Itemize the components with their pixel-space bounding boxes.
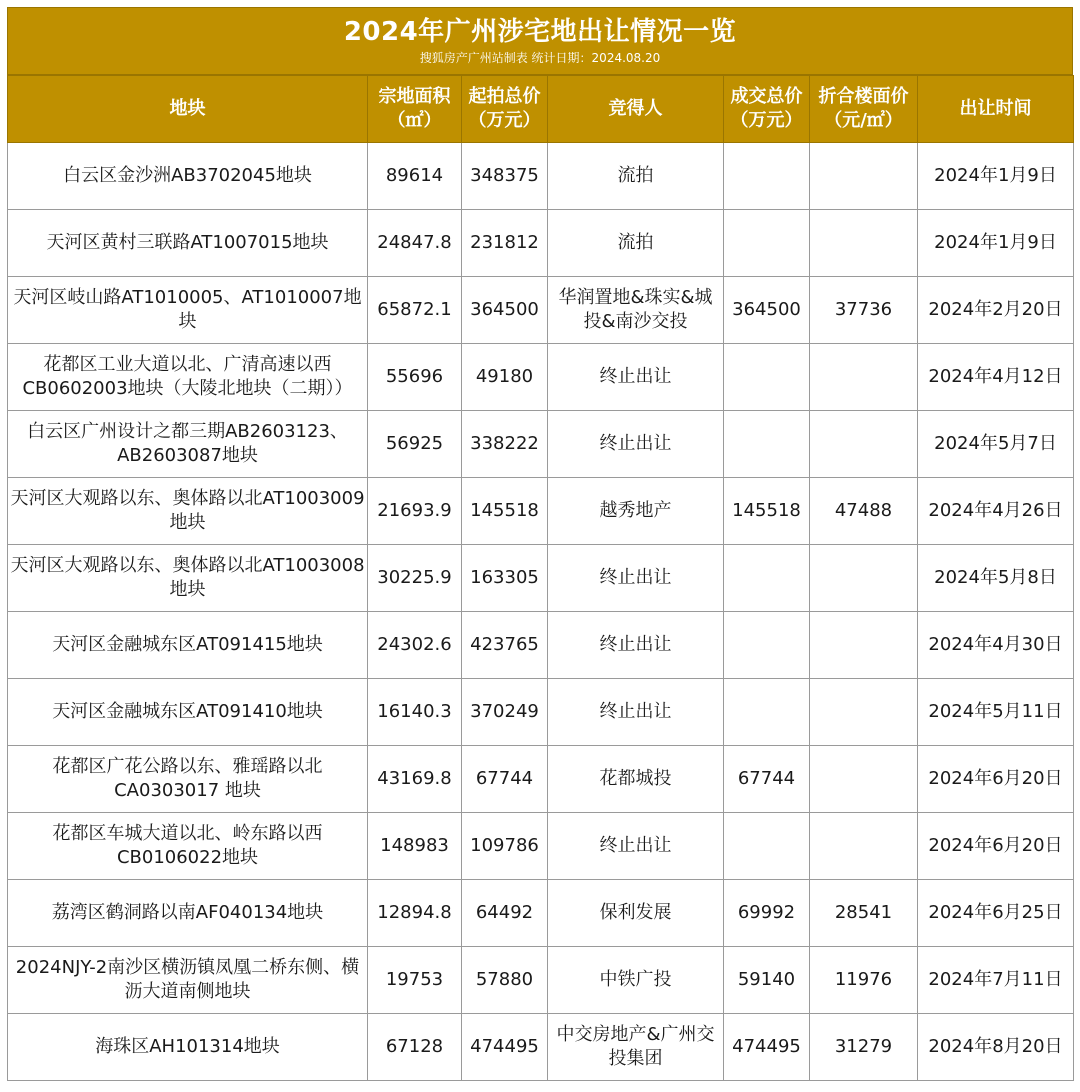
column-header-label: 成交总价	[730, 86, 803, 107]
start-price-cell: 364500	[462, 277, 548, 344]
column-header-unit: （万元）	[468, 110, 541, 131]
winner-cell: 终止出让	[548, 344, 724, 411]
area-cell: 55696	[368, 344, 462, 411]
table-row	[8, 679, 1074, 746]
column-header-label: 出让时间	[959, 98, 1032, 119]
table-body	[8, 143, 1074, 1081]
floor-price-cell	[810, 545, 918, 612]
date-cell: 2024年5月7日	[918, 411, 1074, 478]
floor-price-cell: 31279	[810, 1014, 918, 1081]
winner-cell: 中铁广投	[548, 947, 724, 1014]
column-header-label: 起拍总价	[468, 86, 541, 107]
start-price-cell: 423765	[462, 612, 548, 679]
area-cell: 30225.9	[368, 545, 462, 612]
area-cell: 24847.8	[368, 210, 462, 277]
deal-price-cell	[724, 344, 810, 411]
plot-cell: 花都区广花公路以东、雅瑶路以北CA0303017 地块	[8, 746, 368, 813]
area-cell: 43169.8	[368, 746, 462, 813]
column-header-unit: （万元）	[730, 110, 803, 131]
area-cell: 89614	[368, 143, 462, 210]
table-row	[8, 612, 1074, 679]
winner-cell: 流拍	[548, 210, 724, 277]
table-row	[8, 478, 1074, 545]
start-price-cell: 64492	[462, 880, 548, 947]
winner-cell: 终止出让	[548, 545, 724, 612]
date-cell: 2024年6月20日	[918, 813, 1074, 880]
page-subtitle: 搜狐房产广州站制表 统计日期：2024.08.20	[419, 51, 661, 65]
column-header-label: 竞得人	[608, 98, 663, 119]
plot-cell: 白云区广州设计之都三期AB2603123、AB2603087地块	[8, 411, 368, 478]
floor-price-cell	[810, 746, 918, 813]
deal-price-cell: 69992	[724, 880, 810, 947]
date-cell: 2024年5月8日	[918, 545, 1074, 612]
plot-cell: 花都区车城大道以北、岭东路以西CB0106022地块	[8, 813, 368, 880]
table-row	[8, 746, 1074, 813]
start-price-cell: 49180	[462, 344, 548, 411]
plot-cell: 天河区金融城东区AT091410地块	[8, 679, 368, 746]
area-cell: 19753	[368, 947, 462, 1014]
date-cell: 2024年1月9日	[918, 143, 1074, 210]
start-price-cell: 109786	[462, 813, 548, 880]
area-cell: 24302.6	[368, 612, 462, 679]
page-title: 2024年广州涉宅地出让情况一览	[343, 17, 737, 47]
table-row	[8, 545, 1074, 612]
deal-price-cell: 67744	[724, 746, 810, 813]
start-price-cell: 370249	[462, 679, 548, 746]
column-header-winner	[548, 76, 724, 143]
plot-cell: 天河区岐山路AT1010005、AT1010007地块	[8, 277, 368, 344]
column-header-deal-price	[724, 76, 810, 143]
winner-cell: 花都城投	[548, 746, 724, 813]
area-cell: 65872.1	[368, 277, 462, 344]
table-row	[8, 143, 1074, 210]
date-cell: 2024年4月30日	[918, 612, 1074, 679]
start-price-cell: 348375	[462, 143, 548, 210]
winner-cell: 保利发展	[548, 880, 724, 947]
column-header-label: 地块	[169, 98, 206, 119]
start-price-cell: 145518	[462, 478, 548, 545]
date-cell: 2024年8月20日	[918, 1014, 1074, 1081]
table-row	[8, 1014, 1074, 1081]
area-cell: 56925	[368, 411, 462, 478]
deal-price-cell	[724, 210, 810, 277]
table-row	[8, 411, 1074, 478]
floor-price-cell	[810, 143, 918, 210]
floor-price-cell	[810, 612, 918, 679]
table-row	[8, 947, 1074, 1014]
title-banner	[7, 7, 1073, 75]
winner-cell: 华润置地&珠实&城投&南沙交投	[548, 277, 724, 344]
winner-cell: 终止出让	[548, 612, 724, 679]
plot-cell: 花都区工业大道以北、广清高速以西CB0602003地块（大陵北地块（二期））	[8, 344, 368, 411]
floor-price-cell: 47488	[810, 478, 918, 545]
land-table-container	[7, 7, 1073, 1081]
date-cell: 2024年2月20日	[918, 277, 1074, 344]
start-price-cell: 57880	[462, 947, 548, 1014]
date-cell: 2024年4月12日	[918, 344, 1074, 411]
winner-cell: 越秀地产	[548, 478, 724, 545]
column-header-start-price	[462, 76, 548, 143]
deal-price-cell	[724, 411, 810, 478]
floor-price-cell	[810, 813, 918, 880]
start-price-cell: 474495	[462, 1014, 548, 1081]
start-price-cell: 67744	[462, 746, 548, 813]
winner-cell: 终止出让	[548, 411, 724, 478]
winner-cell: 终止出让	[548, 679, 724, 746]
plot-cell: 天河区黄村三联路AT1007015地块	[8, 210, 368, 277]
floor-price-cell	[810, 411, 918, 478]
column-header-unit: （㎡）	[387, 110, 442, 131]
date-cell: 2024年7月11日	[918, 947, 1074, 1014]
column-header-area	[368, 76, 462, 143]
plot-cell: 海珠区AH101314地块	[8, 1014, 368, 1081]
floor-price-cell	[810, 344, 918, 411]
area-cell: 12894.8	[368, 880, 462, 947]
floor-price-cell: 28541	[810, 880, 918, 947]
deal-price-cell: 364500	[724, 277, 810, 344]
land-sale-table	[7, 75, 1074, 1081]
table-header-row	[8, 76, 1074, 143]
column-header-plot	[8, 76, 368, 143]
plot-cell: 白云区金沙洲AB3702045地块	[8, 143, 368, 210]
deal-price-cell	[724, 612, 810, 679]
floor-price-cell: 11976	[810, 947, 918, 1014]
plot-cell: 天河区大观路以东、奥体路以北AT1003008地块	[8, 545, 368, 612]
area-cell: 21693.9	[368, 478, 462, 545]
date-cell: 2024年6月25日	[918, 880, 1074, 947]
table-row	[8, 813, 1074, 880]
start-price-cell: 163305	[462, 545, 548, 612]
deal-price-cell	[724, 143, 810, 210]
column-header-unit: （元/㎡）	[824, 110, 903, 131]
area-cell: 67128	[368, 1014, 462, 1081]
date-cell: 2024年4月26日	[918, 478, 1074, 545]
deal-price-cell: 59140	[724, 947, 810, 1014]
deal-price-cell	[724, 545, 810, 612]
table-row	[8, 210, 1074, 277]
winner-cell: 流拍	[548, 143, 724, 210]
date-cell: 2024年5月11日	[918, 679, 1074, 746]
column-header-date	[918, 76, 1074, 143]
table-row	[8, 344, 1074, 411]
deal-price-cell	[724, 679, 810, 746]
table-row	[8, 277, 1074, 344]
floor-price-cell	[810, 679, 918, 746]
deal-price-cell: 145518	[724, 478, 810, 545]
column-header-label: 宗地面积	[378, 86, 451, 107]
floor-price-cell	[810, 210, 918, 277]
start-price-cell: 338222	[462, 411, 548, 478]
date-cell: 2024年1月9日	[918, 210, 1074, 277]
plot-cell: 2024NJY-2南沙区横沥镇凤凰二桥东侧、横沥大道南侧地块	[8, 947, 368, 1014]
plot-cell: 天河区金融城东区AT091415地块	[8, 612, 368, 679]
area-cell: 148983	[368, 813, 462, 880]
column-header-label: 折合楼面价	[818, 86, 909, 107]
deal-price-cell	[724, 813, 810, 880]
table-row	[8, 880, 1074, 947]
plot-cell: 天河区大观路以东、奥体路以北AT1003009地块	[8, 478, 368, 545]
winner-cell: 中交房地产&广州交投集团	[548, 1014, 724, 1081]
plot-cell: 荔湾区鹤洞路以南AF040134地块	[8, 880, 368, 947]
date-cell: 2024年6月20日	[918, 746, 1074, 813]
column-header-floor-price	[810, 76, 918, 143]
start-price-cell: 231812	[462, 210, 548, 277]
deal-price-cell: 474495	[724, 1014, 810, 1081]
area-cell: 16140.3	[368, 679, 462, 746]
winner-cell: 终止出让	[548, 813, 724, 880]
floor-price-cell: 37736	[810, 277, 918, 344]
